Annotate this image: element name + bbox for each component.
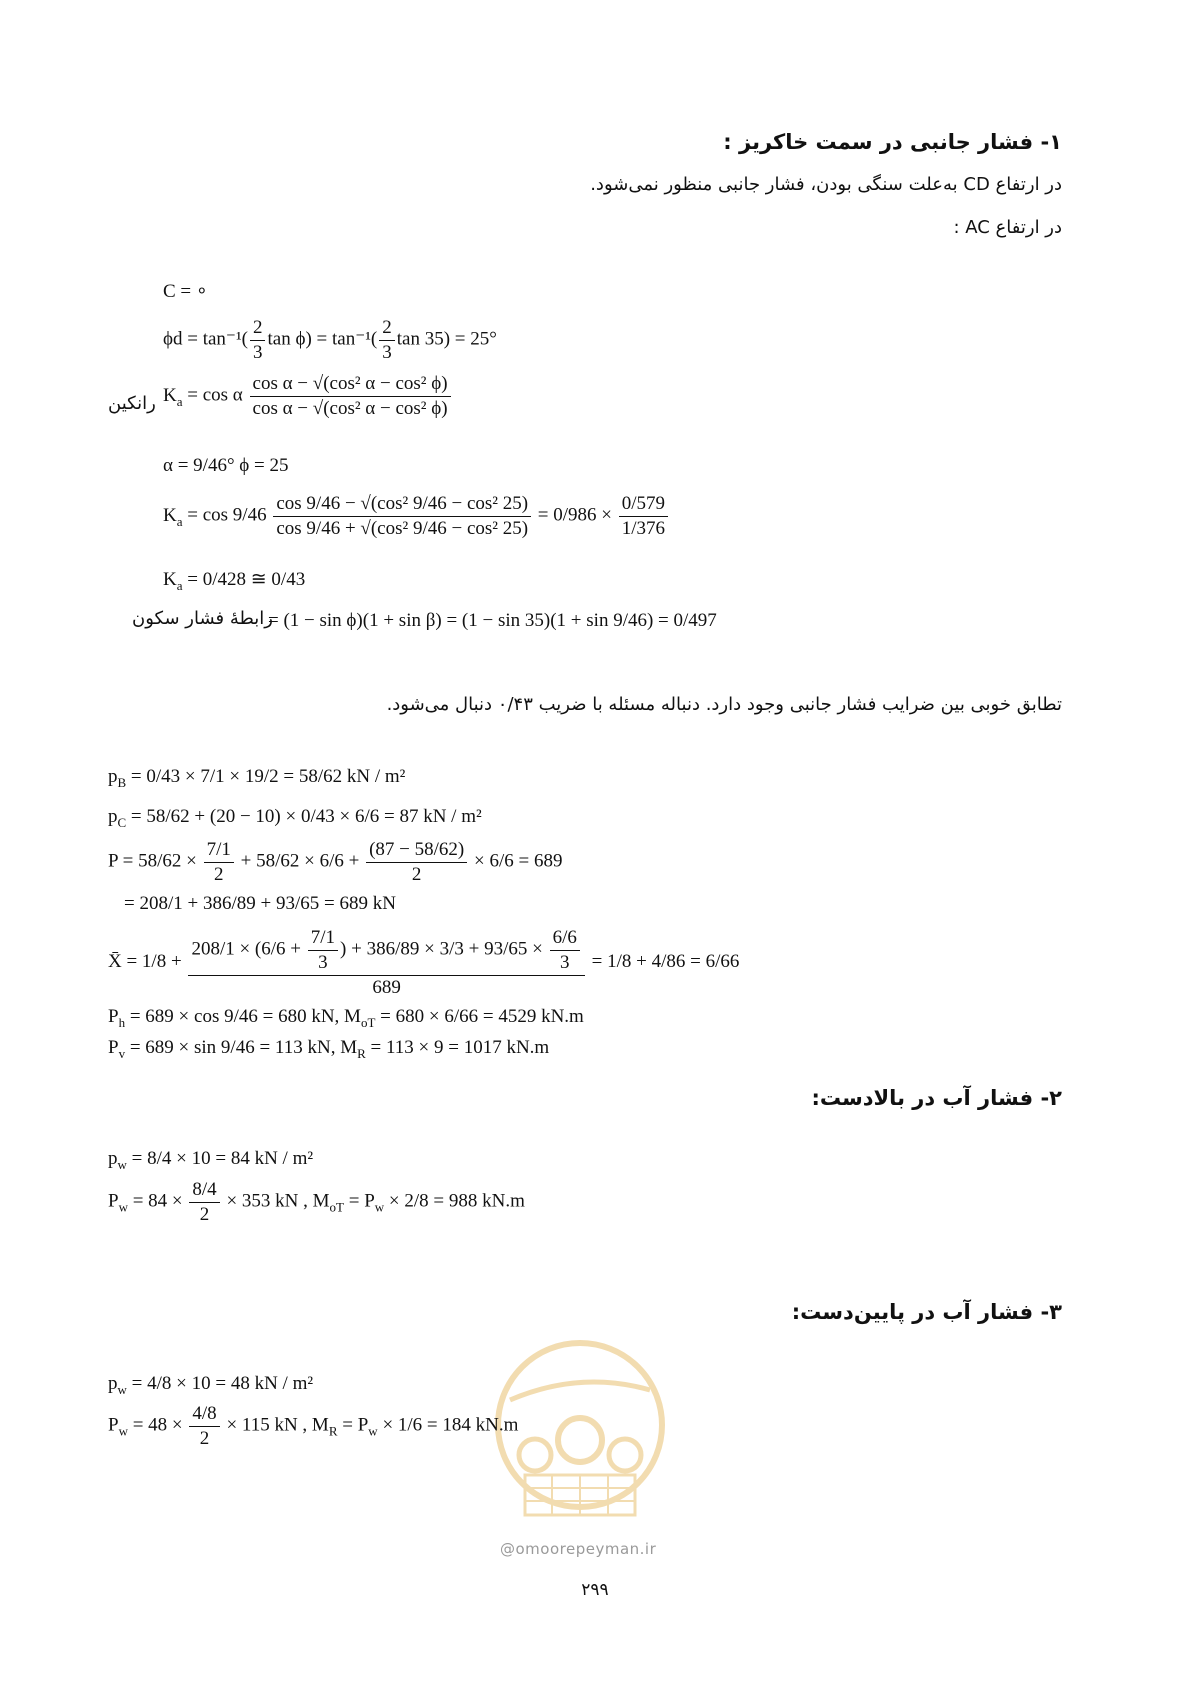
ka-fraction xyxy=(250,372,451,421)
frac-den: 3 xyxy=(382,341,392,363)
x-bar-fraction: 208/1 × (6/6 + $\frac{7/1}{3}$ ) + 386/89 × 3/3 + 93/65 × $\frac{6/6}{3}$ 689 xyxy=(188,926,584,999)
ka-num: cos α − √(cos² α − cos² ϕ) xyxy=(250,372,451,397)
section-2-heading: ۲- فشار آب در بالادست: xyxy=(811,1086,1062,1110)
eq-ka-result xyxy=(163,568,305,594)
frac-two-thirds xyxy=(250,316,266,365)
frac-den: 3 xyxy=(252,341,263,363)
eq-p-sum: = 208/1 + 386/89 + 93/65 = 689 kN xyxy=(124,893,396,914)
ka-den: cos α − √(cos² α − cos² ϕ) xyxy=(252,397,448,419)
eq-upstream-Pw: $P_w = 84$ × $\frac{8/4}{2}$ × 353 kN , $M_{oT} = P_w \times 2/8 = 988$ kN.m xyxy=(108,1179,525,1225)
phid-mid: tan ϕ) = tan⁻¹( xyxy=(267,328,378,350)
ka-symbol: $K_a$ xyxy=(163,384,183,409)
eq-downstream-Pw: $P_w = 48$ × $\frac{4/8}{2}$ × 115 kN , $M_R = P_w \times 1/6 = 184$ kN.m xyxy=(108,1403,519,1449)
ka2-num: cos 9/46 − √(cos² 9/46 − cos² 25) xyxy=(273,492,531,517)
ka2-ratio xyxy=(619,492,668,541)
eq-at-rest: = (1 − sin ϕ)(1 + sin β) = (1 − sin 35)(1 + sin 9/46) = 0/497 xyxy=(268,610,717,631)
eq-downstream-pw: $p_w = 4/8 \times 10 = 48$ kN / m² xyxy=(108,1373,314,1397)
ka2-ratio-den: 1/376 xyxy=(621,517,666,539)
section-1-line-2: در ارتفاع AC : xyxy=(953,217,1062,238)
frac-two-thirds-2 xyxy=(379,316,395,365)
frac-num: 2 xyxy=(250,316,266,341)
page-number: ۲۹۹ xyxy=(581,1580,609,1600)
ka2-ratio-num: 0/579 xyxy=(619,492,668,517)
ka-symbol-2: $K_a$ xyxy=(163,504,183,529)
eq-pb: $p_B = 0/43 \times 7/1 \times 19/2 = 58/62$ kN / m² xyxy=(108,766,406,790)
eq-ph: $P_h = 689 \times \cos 9/46 = 680$ kN, $M_{oT} = 680 \times 6/66 = 4529$ kN.m xyxy=(108,1006,584,1030)
ka2-fraction xyxy=(273,492,531,541)
frac-num: 2 xyxy=(379,316,395,341)
section-1-line-1: در ارتفاع CD به‌علت سنگی بودن، فشار جانبی منظور نمی‌شود. xyxy=(590,174,1062,195)
ka2-den: cos 9/46 + √(cos² 9/46 − cos² 25) xyxy=(276,517,529,539)
eq-pv: $P_v = 689 \times \sin 9/46 = 113$ kN, $M_R = 113 \times 9 = 1017$ kN.m xyxy=(108,1037,550,1061)
eq-ka-rankine xyxy=(163,372,453,421)
eq-alpha-phi: α = 9/46° ϕ = 25 xyxy=(163,455,289,476)
ka-symbol-3: $K_a$ xyxy=(163,569,183,593)
ka3: = 0/428 ≅ 0/43 xyxy=(187,569,306,590)
at-rest-label: رابطهٔ فشار سکون xyxy=(132,608,273,629)
ka-cos: = cos α xyxy=(187,384,243,406)
eq-x-bar: X̄ = 1/8 + 208/1 × (6/6 + $\frac{7/1}{3}$ ) + 386/89 × 3/3 + 93/65 × $\frac{6/6}{3}$ 689 = 1/8 + 4/86 = 6/66 xyxy=(108,927,740,998)
section-3-heading: ۳- فشار آب در پایین‌دست: xyxy=(791,1300,1062,1324)
eq-pc: $p_C = 58/62 + (20 - 10) \times 0/43 \times 6/6 = 87$ kN / m² xyxy=(108,806,482,830)
ka2-mid: = 0/986 × xyxy=(537,504,613,526)
eq-p-total: P = 58/62 × $\frac{7/1}{2}$ + 58/62 × 6/6 + $\frac{(87 - 58/62)}{2}$ × 6/6 = 689 xyxy=(108,839,563,885)
eq-cohesion: C = ∘ xyxy=(163,281,208,302)
phid-left: ϕd = tan⁻¹( xyxy=(163,328,248,350)
eq-ka-numeric xyxy=(163,492,670,541)
section-1-heading: ۱- فشار جانبی در سمت خاکریز : xyxy=(723,130,1062,154)
watermark-site-text: @omoorepeyman.ir xyxy=(500,1540,657,1558)
phid-right: tan 35) = 25° xyxy=(396,328,497,350)
eq-upstream-pw: $p_w = 8/4 \times 10 = 84$ kN / m² xyxy=(108,1148,314,1172)
rankine-label: رانکین xyxy=(108,393,156,414)
ka2-left: = cos 9/46 xyxy=(187,504,267,526)
coefficient-note: تطابق خوبی بین ضرایب فشار جانبی وجود دارد. دنباله مسئله با ضریب ۰/۴۳ دنبال می‌شود. xyxy=(386,694,1062,715)
eq-phi-d xyxy=(163,316,497,365)
